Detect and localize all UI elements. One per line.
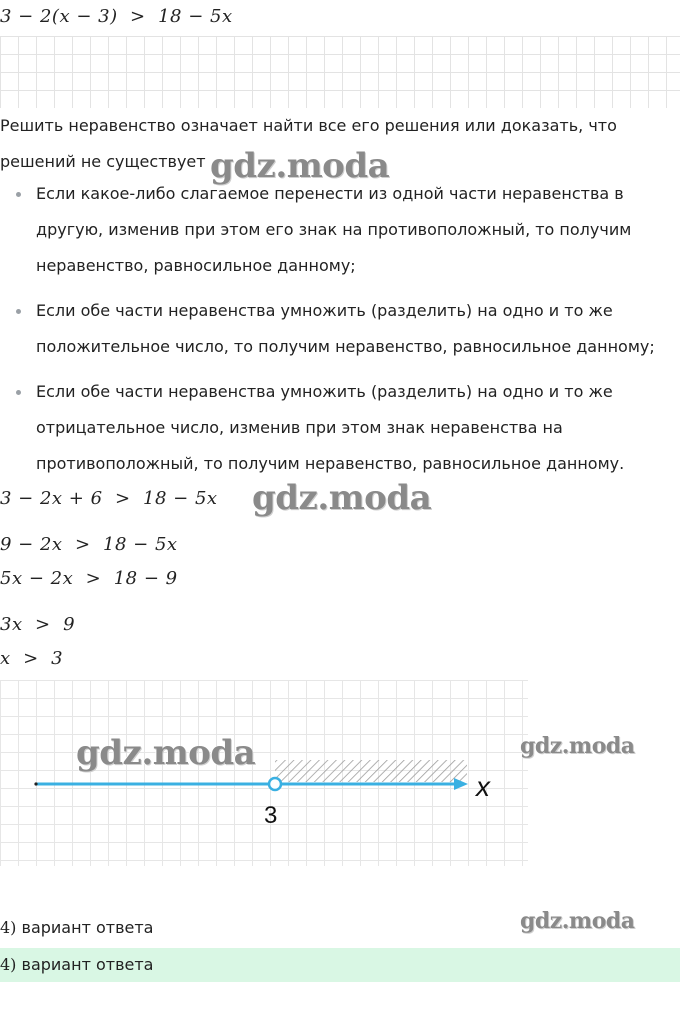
watermark: gdz.moda	[520, 908, 635, 934]
open-point-3	[269, 778, 281, 790]
answer-number: 4)	[0, 918, 17, 937]
rule-item	[0, 176, 680, 284]
watermark: gdz.moda	[520, 733, 635, 759]
rule-text: Если какое-либо слагаемое перенести из одной части неравенства в другую, изменив при этом его знак на противоположный, то получим неравенство, равносильное данному;	[36, 184, 632, 275]
bullet-icon	[16, 192, 21, 197]
rules-list	[0, 176, 680, 491]
solution-hatch	[275, 760, 467, 782]
step-5: x > 3	[0, 648, 64, 669]
answer-number: 4)	[0, 955, 17, 974]
answer-highlight	[0, 948, 680, 982]
point-label-3: 3	[264, 802, 278, 829]
theory-intro: Решить неравенство означает найти все его решения или доказать, что решений не существует	[0, 116, 617, 171]
step-3: 5x − 2x > 18 − 9	[0, 568, 178, 589]
step-1: 3 − 2x + 6 > 18 − 5x	[0, 488, 218, 509]
rule-item	[0, 293, 680, 365]
watermark: gdz.moda	[210, 146, 390, 186]
rule-item	[0, 374, 680, 482]
rule-text: Если обе части неравенства умножить (разделить) на одно и то же отрицательное число, изменив при этом знак неравенства на противоположный, то получим неравенство, равносильное данному.	[36, 382, 625, 473]
bullet-icon	[16, 390, 21, 395]
watermark: gdz.moda	[252, 478, 432, 518]
step-2: 9 − 2x > 18 − 5x	[0, 534, 178, 555]
answer-text: вариант ответа	[21, 918, 154, 937]
condition-formula: 3 − 2(x − 3) > 18 − 5x	[0, 6, 233, 27]
axis-start-dot	[34, 782, 37, 785]
grid-strip	[0, 36, 680, 108]
rule-text: Если обе части неравенства умножить (разделить) на одно и то же положительное число, то получим неравенство, равносильное данному;	[36, 301, 655, 356]
watermark: gdz.moda	[76, 733, 256, 773]
answer-text: вариант ответа	[21, 955, 154, 974]
number-line-figure	[0, 680, 528, 866]
number-line-svg	[0, 680, 528, 866]
bullet-icon	[16, 309, 21, 314]
answer-line	[0, 918, 153, 937]
step-4: 3x > 9	[0, 614, 76, 635]
axis-label-x: x	[476, 771, 490, 802]
